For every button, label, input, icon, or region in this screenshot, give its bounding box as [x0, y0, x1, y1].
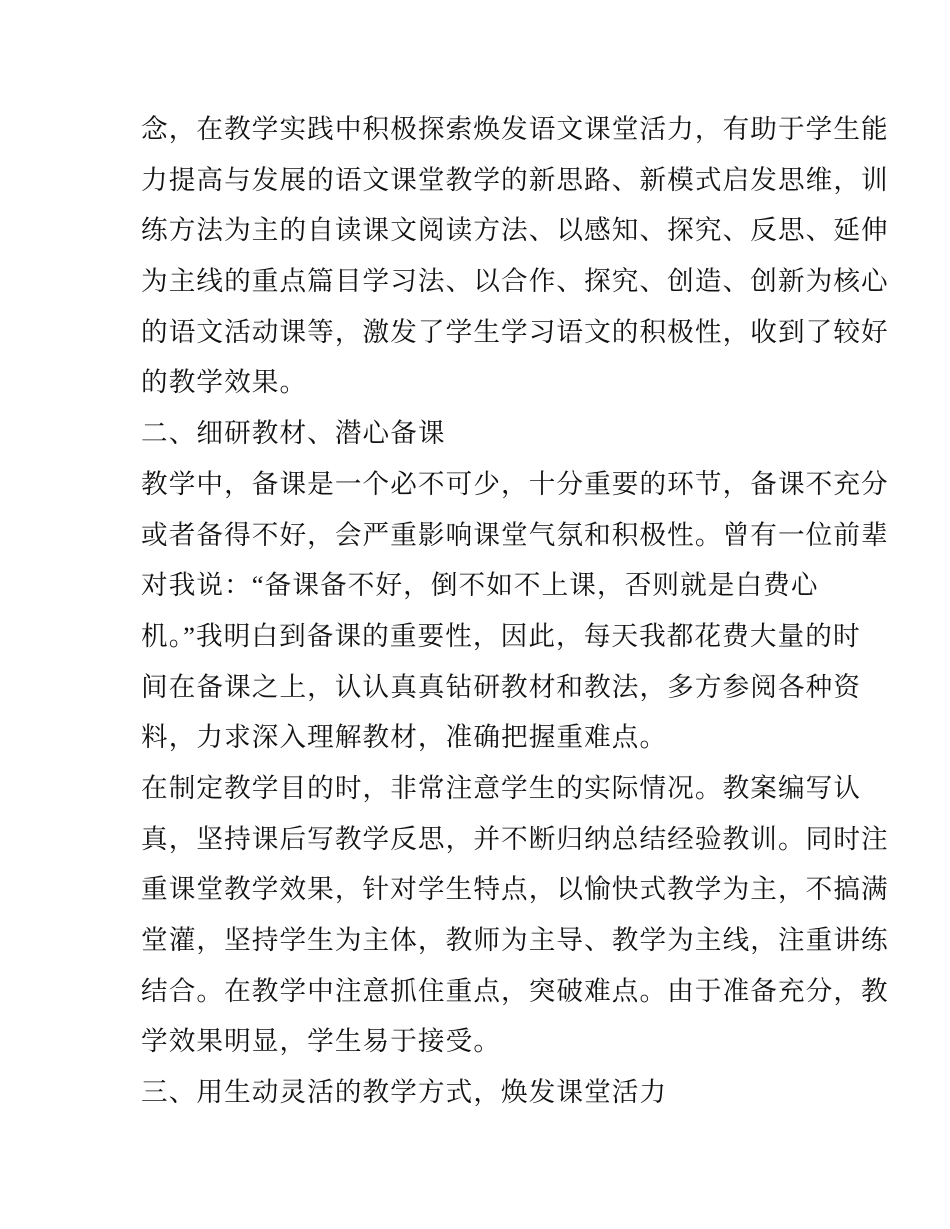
paragraph-line: 在制定教学目的时，非常注意学生的实际情况。教案编写认 [141, 772, 862, 803]
paragraph-line: 练方法为主的自读课文阅读方法、以感知、探究、反思、延伸 [141, 215, 889, 246]
paragraph-line: 机。”我明白到备课的重要性，因此，每天我都花费大量的时 [141, 620, 861, 651]
paragraph-line: 学效果明显，学生易于接受。 [141, 1026, 502, 1057]
section-heading-3: 三、用生动灵活的教学方式，焕发课堂活力 [141, 1077, 668, 1108]
paragraph-line: 的语文活动课等，激发了学生学习语文的积极性，收到了较好 [141, 316, 889, 347]
paragraph-line: 为主线的重点篇目学习法、以合作、探究、创造、创新为核心 [141, 266, 889, 297]
section-heading-2: 二、细研教材、潜心备课 [141, 418, 446, 449]
paragraph-line: 的教学效果。 [141, 367, 308, 398]
paragraph-line: 力提高与发展的语文课堂教学的新思路、新模式启发思维，训 [141, 164, 889, 195]
paragraph-line: 重课堂教学效果，针对学生特点，以愉快式教学为主，不搞满 [141, 874, 889, 905]
paragraph-line: 结合。在教学中注意抓住重点，突破难点。由于准备充分，教 [141, 975, 889, 1006]
paragraph-line: 对我说：“备课备不好，倒不如不上课，否则就是白费心 [141, 570, 819, 601]
paragraph-line: 念，在教学实践中积极探索焕发语文课堂活力，有助于学生能 [141, 114, 889, 144]
paragraph-line: 间在备课之上，认认真真钻研教材和教法，多方参阅各种资 [141, 671, 862, 702]
paragraph-line: 堂灌，坚持学生为主体，教师为主导、教学为主线，注重讲练 [141, 925, 889, 955]
paragraph-line: 真，坚持课后写教学反思，并不断归纳总结经验教训。同时注 [141, 823, 889, 854]
paragraph-line: 料，力求深入理解教材，准确把握重难点。 [141, 722, 668, 753]
document-body [141, 104, 889, 1118]
paragraph-line: 或者备得不好，会严重影响课堂气氛和积极性。曾有一位前辈 [141, 519, 889, 550]
paragraph-line: 教学中，备课是一个必不可少，十分重要的环节，备课不充分 [141, 468, 889, 499]
